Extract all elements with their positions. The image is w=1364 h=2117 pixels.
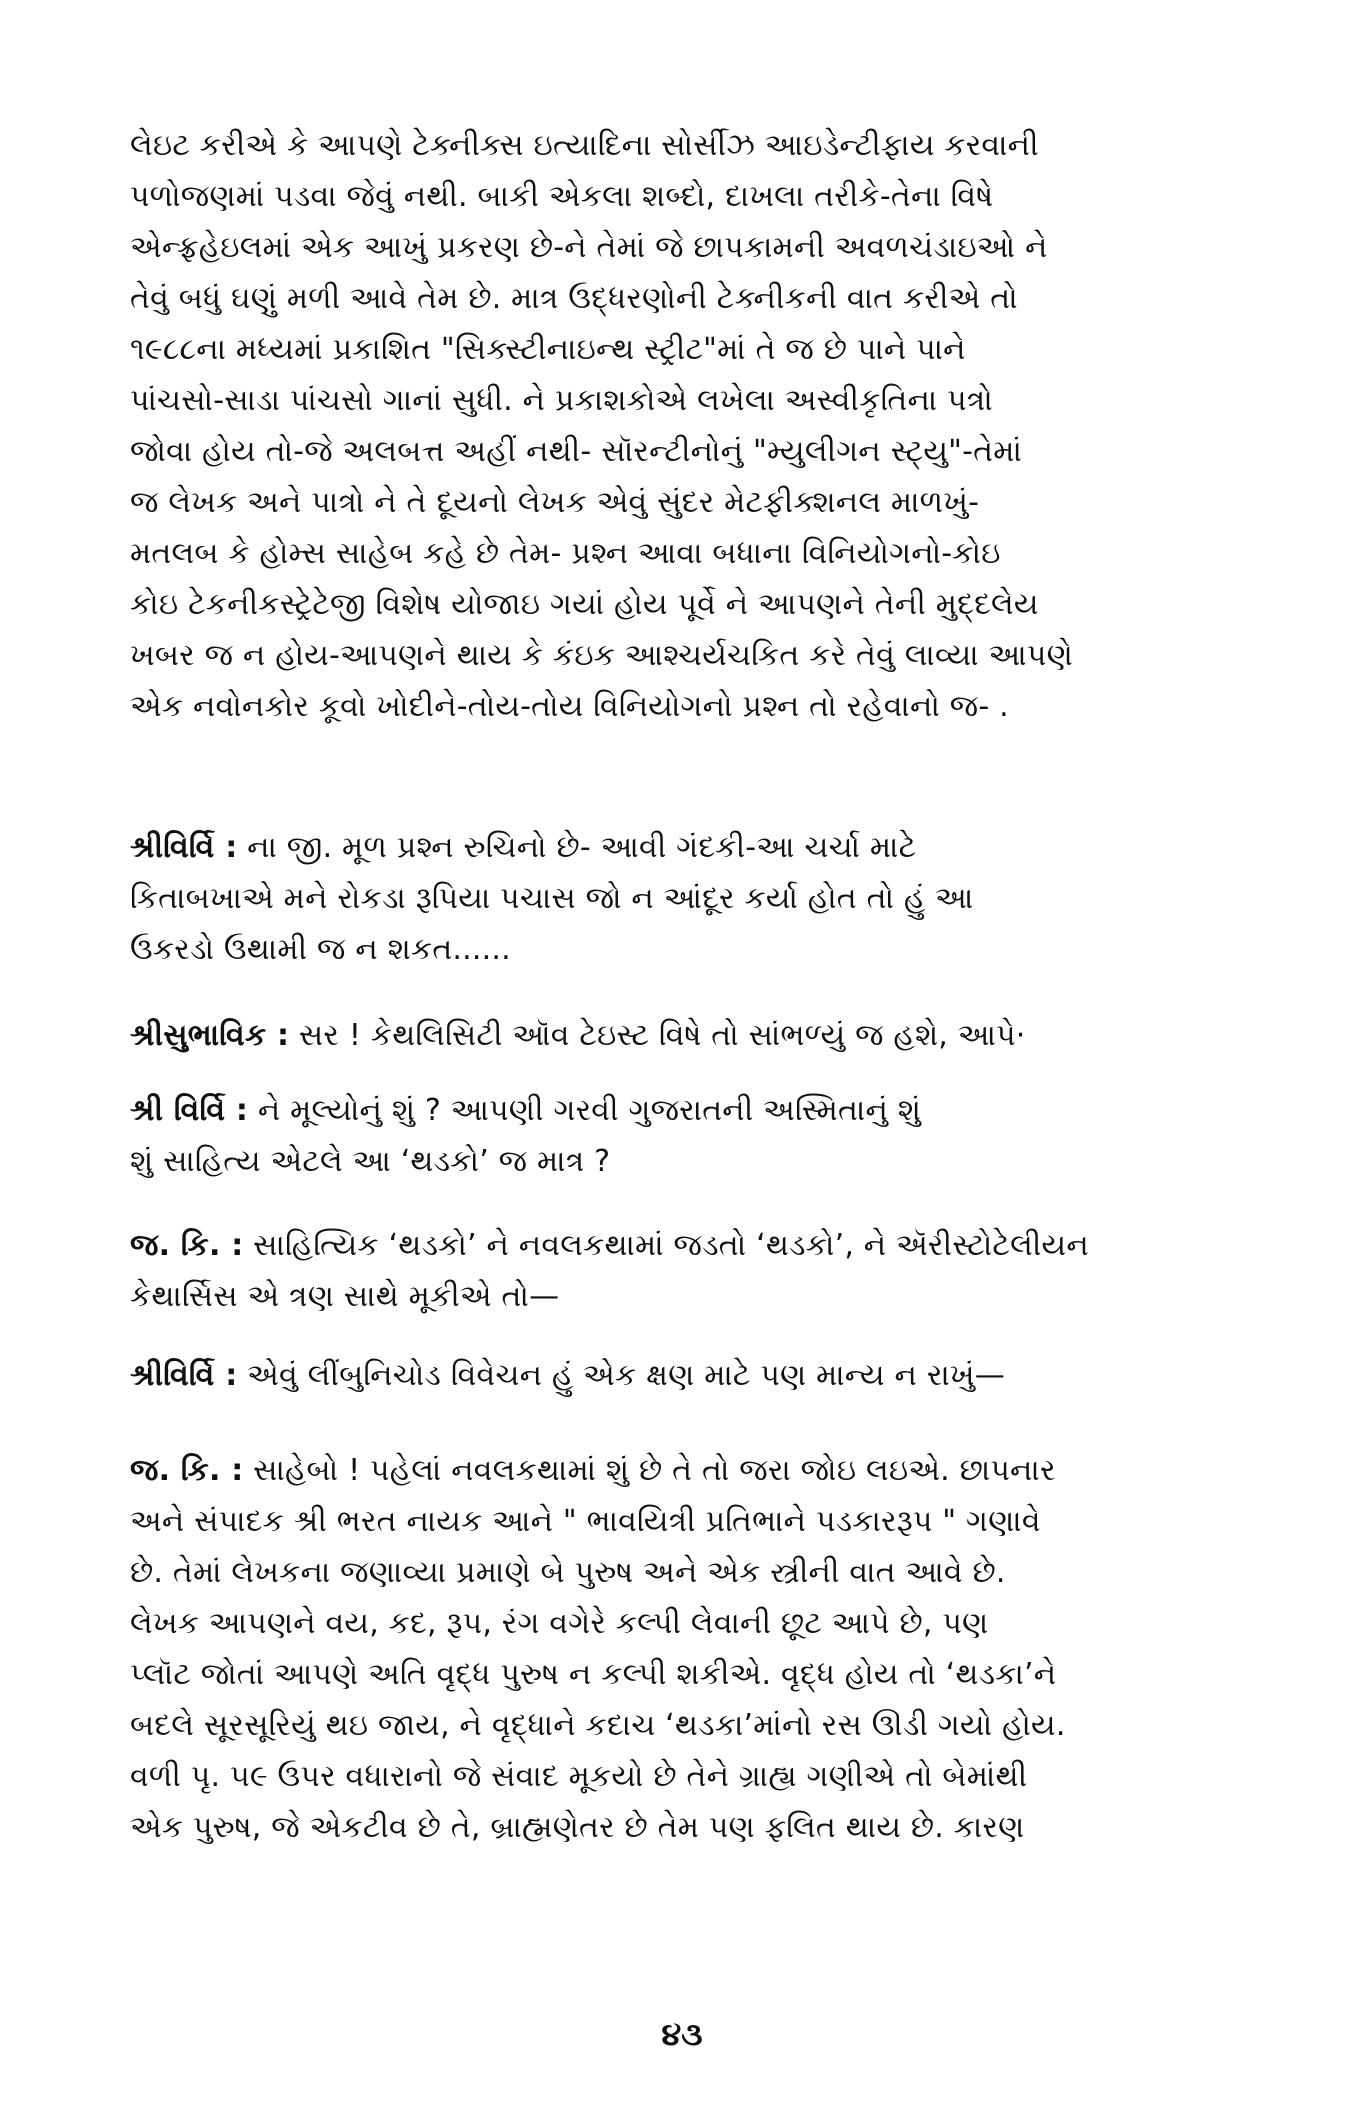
text-line: એક પુરુષ, જે એકટીવ છે તે, બ્રાહ્મણેતર છે તેમ પણ ફલિત થાય છે. કારણ	[130, 1810, 1025, 1845]
text-line: શું સાહિત્ય એટલે આ ‘થડકો’ જ માત્ર ?	[130, 1144, 611, 1179]
text-line: કેથાર્સિસ એ ત્રણ સાથે મૂકીએ તો—	[130, 1279, 560, 1314]
text-line	[130, 1350, 1250, 1401]
text-line: મતલબ કે હોમ્સ સાહેબ કહે છે તેમ- પ્રશ્ન આવા બધાના વિનિયોગનો-કોઇ	[130, 536, 1001, 571]
text-line: લેઇટ કરીએ કે આપણે ટેક્નીક્સ ઇત્યાદિના સોર્સીઝ આઇડેન્ટીફાય કરવાની	[130, 128, 1039, 163]
text-line: પ્લૉટ જોતાં આપણે અતિ વૃદ્ધ પુરુષ ન કલ્પી શકીએ. વૃદ્ધ હોય તો ‘થડકા’ને	[130, 1657, 1057, 1692]
speaker-name: શ્રીસુભાવિક :	[130, 1018, 290, 1053]
speaker-name: શ્રીવિર્વિ :	[130, 830, 238, 865]
dialogue-text: એવું લીંબુનિચોડ વિવેચન હું એક ક્ષણ માટે પણ માન્ય ન રાખું—	[247, 1358, 1005, 1393]
text-line: એક નવોનકોર કૂવો ખોદીને-તોય-તોય વિનિયોગનો પ્રશ્ન તો રહેવાનો જ- .	[130, 689, 1009, 724]
text-line: બદલે સૂરસૂરિયું થઇ જાય, ને વૃદ્ધાને કદાચ ‘થડકા’માંનો રસ ઊડી ગયો હોય.	[130, 1708, 1066, 1743]
speaker-name: જ. કિ. :	[130, 1228, 244, 1263]
text-line: કિતાબખાએ મને રોકડા રૂપિયા પચાસ જો ન આંદૂર કર્યા હોત તો હું આ	[130, 881, 974, 916]
text-line	[130, 1010, 1250, 1061]
text-line: જ લેખક અને પાત્રો ને તે દૂયનો લેખક એવું સુંદર મેટફીક્શનલ માળખું-	[130, 485, 980, 520]
dialogue-text: ને મૂલ્યોનું શું ? આપણી ગરવી ગુજરાતની અસ્મિતાનું શું	[257, 1093, 922, 1128]
text-line: પાંચસો-સાડા પાંચસો ગાનાં સુધી. ને પ્રકાશકોએ લખેલા અસ્વીકૃતિના પત્રો	[130, 383, 993, 418]
dialogue-text: સાહેબો ! પહેલાં નવલકથામાં શું છે તે તો જરા જોઇ લઇએ. છાપનાર	[253, 1453, 1056, 1488]
dialogue-paragraph	[130, 1350, 1250, 1401]
dialogue-paragraph	[130, 1220, 1250, 1322]
text-line: જોવા હોય તો-જે અલબત્ત અહીં નથી- સૉરન્ટીનોનું "મ્યુલીગન સ્ટ્યુ"-તેમાં	[130, 434, 1022, 469]
text-line: એન્ફ્રહેઇલમાં એક આખું પ્રકરણ છે-ને તેમાં જે છાપકામની અવળચંડાઇઓ ને	[130, 230, 1048, 265]
text-line	[130, 822, 1250, 873]
dialogue-paragraph	[130, 1010, 1250, 1061]
text-line: વળી પૃ. ૫૯ ઉપર વધારાનો જે સંવાદ મૂકયો છે તેને ગ્રાહ્ય ગણીએ તો બેમાંથી	[130, 1759, 1028, 1794]
dialogue-text: ના જી. મૂળ પ્રશ્ન રુચિનો છે- આવી ગંદકી-આ ચર્ચા માટે	[247, 830, 917, 865]
dialogue-text: સાહિત્યિક ‘થડકો’ ને નવલકથામાં જડતો ‘થડકો’, ને ઍરીસ્ટોટેલીયન	[253, 1228, 1089, 1263]
text-line: અને સંપાદક શ્રી ભરત નાયક આને " ભાવયિત્રી પ્રતિભાને પડકારરૂપ " ગણાવે	[130, 1504, 1041, 1539]
dialogue-text: સર ! કેથલિસિટી ઑવ ટેઇસ્ટ વિષે તો સાંભળ્યું જ હશે, આપે·	[298, 1018, 1026, 1053]
text-line	[130, 1220, 1250, 1271]
text-line	[130, 1445, 1250, 1496]
page-number: ૪૩	[661, 2015, 703, 2053]
dialogue-paragraph	[130, 1445, 1250, 1853]
text-line: ઉકરડો ઉથામી જ ન શકત......	[130, 932, 511, 967]
paragraph-continuation	[130, 120, 1250, 732]
text-line: કોઇ ટેકનીકસ્ટ્રેટેજી વિશેષ યોજાઇ ગયાં હોય પૂર્વે ને આપણને તેની મુદ્દલેય	[130, 587, 1039, 622]
speaker-name: જ. કિ. :	[130, 1453, 244, 1488]
text-line: પળોજણમાં પડવા જેવું નથી. બાકી એકલા શબ્દો, દાખલા તરીકે-તેના વિષે	[130, 179, 994, 214]
text-line: ૧૯૮૮ના મધ્યમાં પ્રકાશિત "સિક્સ્ટીનાઇન્થ સ્ટ્રીટ"માં તે જ છે પાને પાને	[130, 332, 966, 367]
text-line: ખબર જ ન હોય-આપણને થાય કે કંઇક આશ્ચર્યચકિત કરે તેવું લાવ્યા આપણે	[130, 638, 1073, 673]
text-line: લેખક આપણને વય, કદ, રૂપ, રંગ વગેરે કલ્પી લેવાની છૂટ આપે છે, પણ	[130, 1606, 989, 1641]
text-line: છે. તેમાં લેખકના જણાવ્યા પ્રમાણે બે પુરુષ અને એક સ્ત્રીની વાત આવે છે.	[130, 1555, 1006, 1590]
dialogue-paragraph	[130, 1085, 1250, 1187]
speaker-name: શ્રીવિર્વિ :	[130, 1358, 238, 1393]
dialogue-paragraph	[130, 822, 1250, 975]
text-line	[130, 1085, 1250, 1136]
speaker-name: શ્રી વિર્વિ :	[130, 1093, 249, 1128]
text-line: તેવું બધું ઘણું મળી આવે તેમ છે. માત્ર ઉદ્ધરણોની ટેક્નીકની વાત કરીએ તો	[130, 281, 1018, 316]
